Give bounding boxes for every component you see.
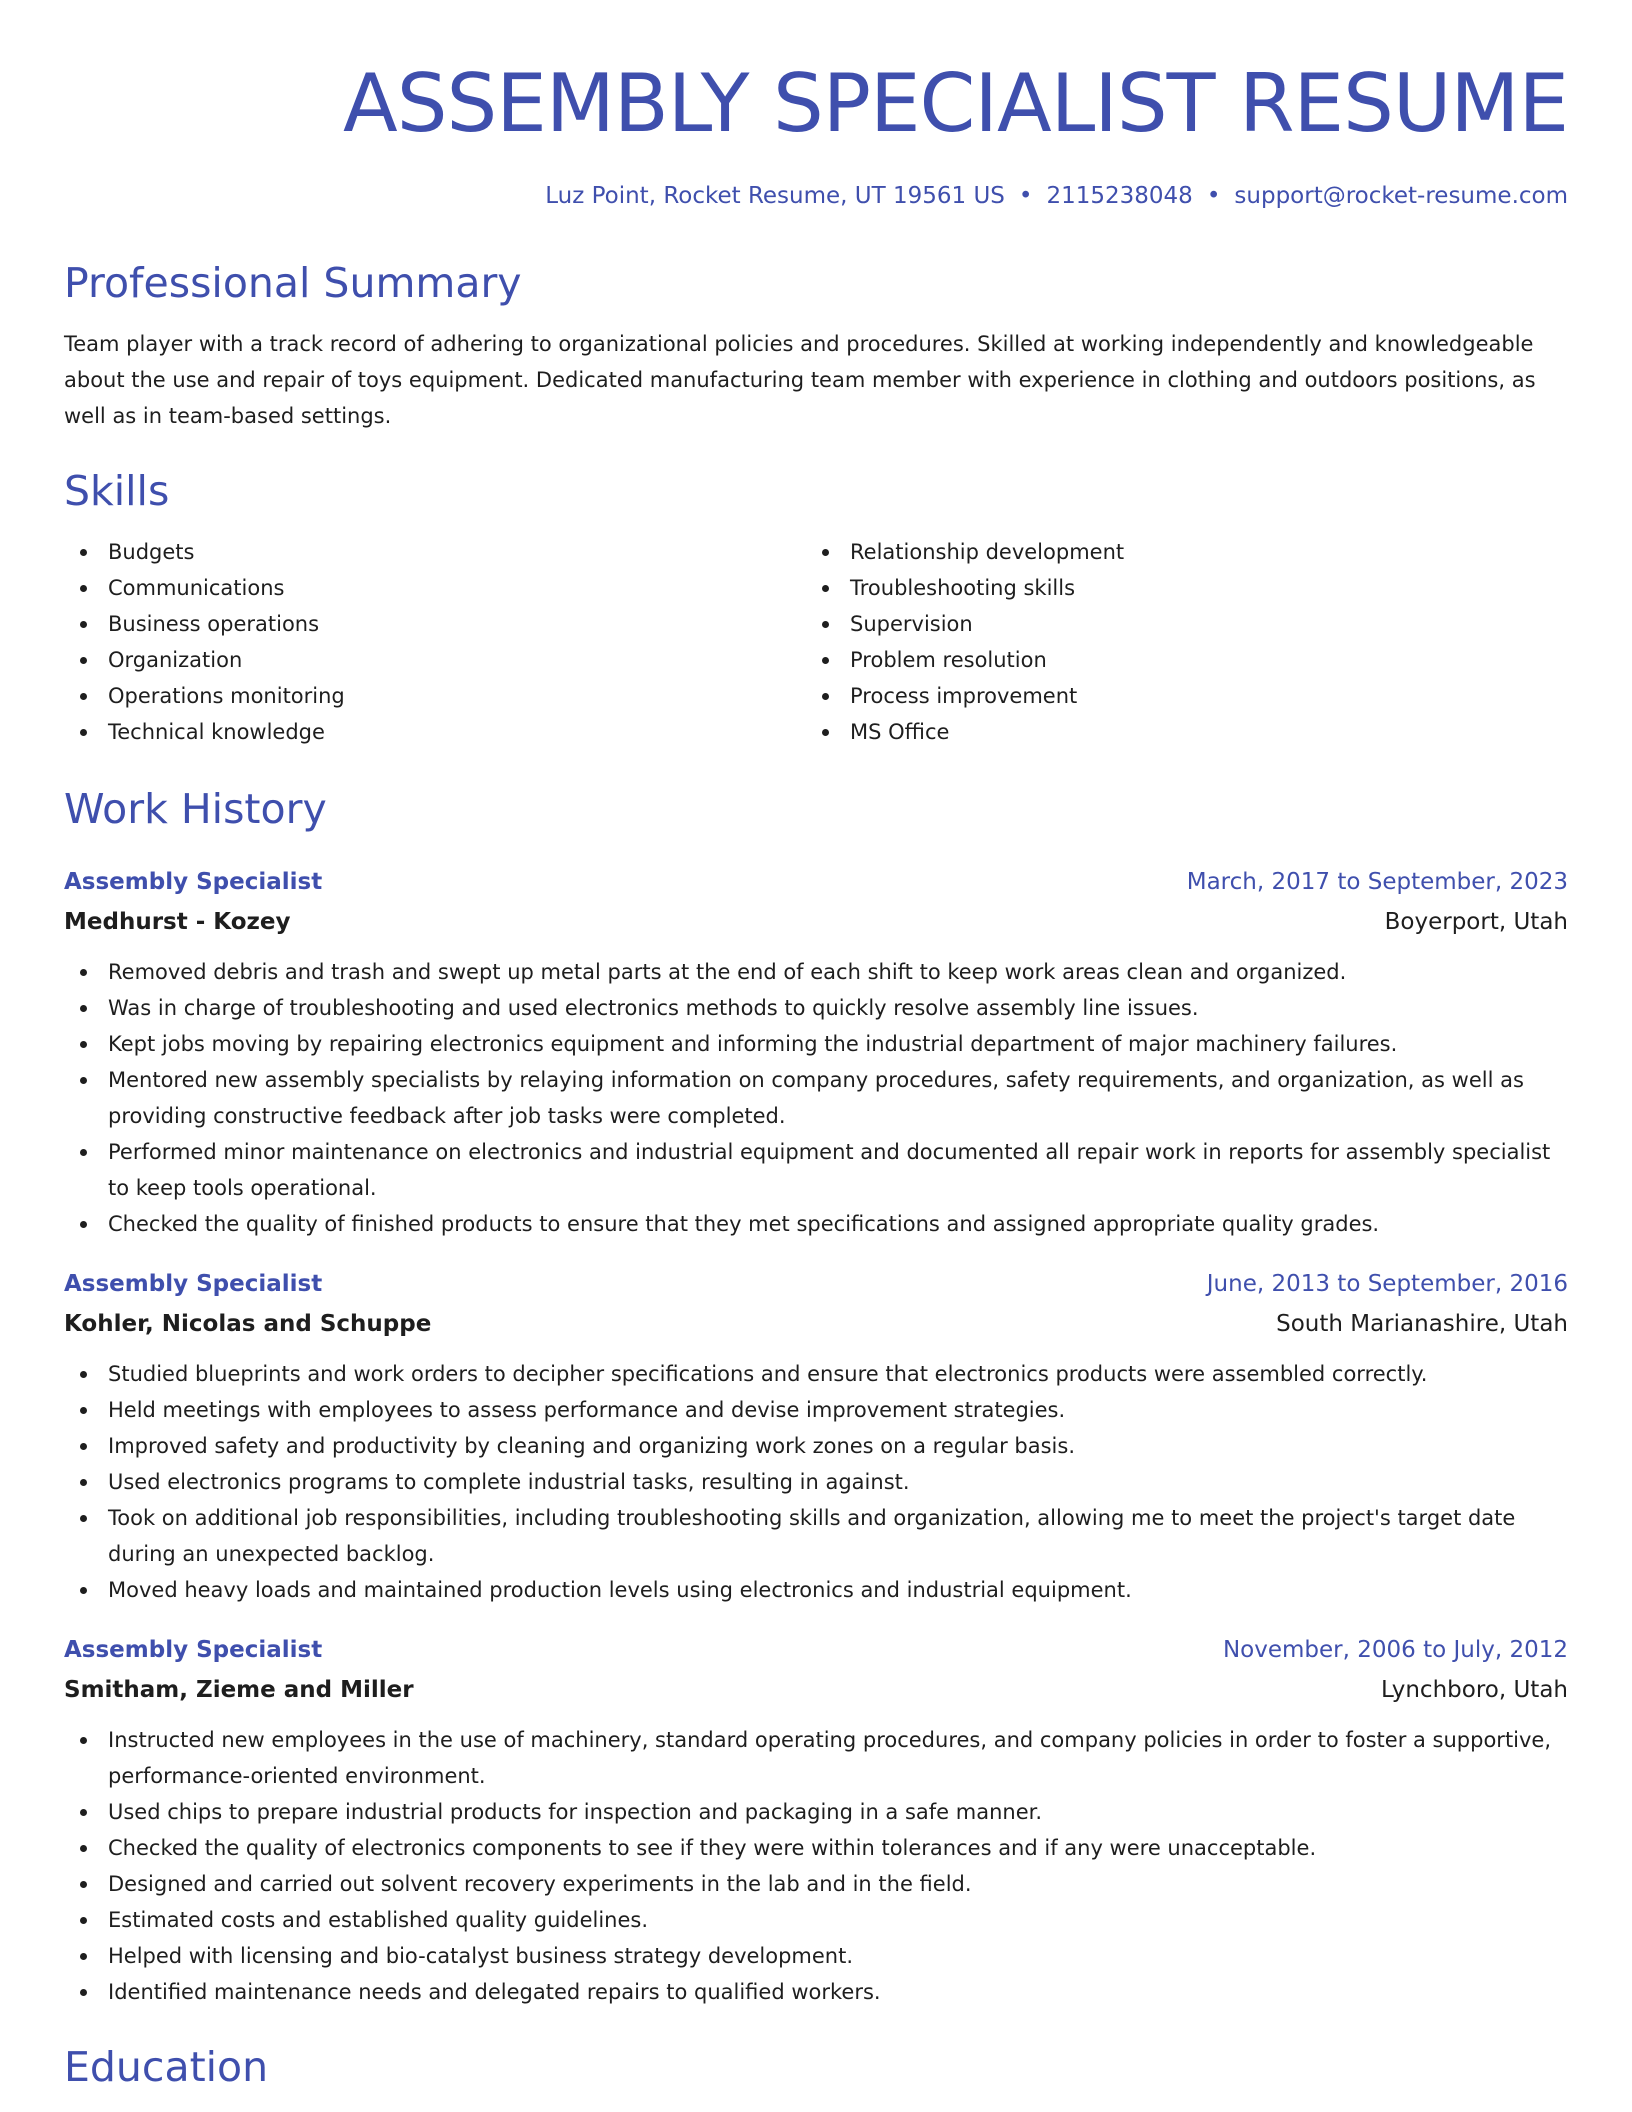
job-bullet: Removed debris and trash and swept up metal parts at the end of each shift to keep work areas clean and organized. [64, 954, 1568, 990]
job-subheader [64, 1668, 1568, 1708]
job-entry [64, 1632, 1568, 2010]
resume-page [64, 0, 1568, 2094]
job-bullet: Helped with licensing and bio-catalyst business strategy development. [64, 1938, 1568, 1974]
job-bullet: Held meetings with employees to assess performance and devise improvement strategies. [64, 1392, 1568, 1428]
job-bullet: Mentored new assembly specialists by relaying information on company procedures, safety requirements, and organization, as well as providing constructive feedback after job tasks were completed. [64, 1062, 1568, 1134]
job-company: Medhurst - Kozey [64, 909, 291, 935]
job-bullet: Estimated costs and established quality guidelines. [64, 1902, 1568, 1938]
job-dates: November, 2006 to July, 2012 [1222, 1637, 1568, 1663]
job-entry [64, 864, 1568, 1242]
job-location: Boyerport, Utah [1384, 909, 1568, 935]
job-dates: March, 2017 to September, 2023 [1186, 869, 1568, 895]
skill-item: Troubleshooting skills [806, 570, 1548, 606]
summary-text: Team player with a track record of adhering to organizational policies and procedures. Skilled at working independently and knowledgeable about the use and repair of toys equipment. Dedicated manufacturing team member with experience in clothing and outdoors positions, as well as in team-based settings. [64, 332, 1536, 428]
skills-list [64, 534, 1568, 750]
job-title: Assembly Specialist [64, 1637, 323, 1663]
work-history-heading: Work History [64, 785, 327, 833]
contact-email: support@rocket-resume.com [1234, 183, 1568, 209]
job-header [64, 864, 1568, 900]
skill-item: Organization [64, 642, 806, 678]
resume-title: ASSEMBLY SPECIALIST RESUME [342, 57, 1568, 150]
job-title: Assembly Specialist [64, 869, 323, 895]
contact-address: Luz Point, Rocket Resume, UT 19561 US [545, 183, 1005, 209]
skills-heading: Skills [64, 467, 170, 515]
skills-column-right [806, 534, 1548, 750]
skill-item: MS Office [806, 714, 1548, 750]
job-dates: June, 2013 to September, 2016 [1206, 1271, 1568, 1297]
contact-phone: 2115238048 [1046, 183, 1193, 209]
job-bullet: Identified maintenance needs and delegated repairs to qualified workers. [64, 1974, 1568, 2010]
job-bullets [64, 954, 1568, 1242]
skill-item: Problem resolution [806, 642, 1548, 678]
job-company: Kohler, Nicolas and Schuppe [64, 1311, 432, 1337]
job-bullet: Improved safety and productivity by cleaning and organizing work zones on a regular basis. [64, 1428, 1568, 1464]
job-bullet: Used electronics programs to complete industrial tasks, resulting in against. [64, 1464, 1568, 1500]
job-header [64, 1632, 1568, 1668]
skills-column-left [64, 534, 806, 750]
job-title: Assembly Specialist [64, 1271, 323, 1297]
job-bullets [64, 1722, 1568, 2010]
contact-separator: • [1018, 183, 1033, 209]
job-bullet: Was in charge of troubleshooting and used electronics methods to quickly resolve assembly line issues. [64, 990, 1568, 1026]
job-bullet: Checked the quality of electronics components to see if they were within tolerances and if any were unacceptable. [64, 1830, 1568, 1866]
contact-separator: • [1206, 183, 1221, 209]
job-location: South Marianashire, Utah [1276, 1311, 1568, 1337]
job-bullet: Used chips to prepare industrial products for inspection and packaging in a safe manner. [64, 1794, 1568, 1830]
skill-item: Operations monitoring [64, 678, 806, 714]
summary-heading: Professional Summary [64, 259, 522, 307]
job-location: Lynchboro, Utah [1381, 1677, 1568, 1703]
job-bullet: Designed and carried out solvent recovery experiments in the lab and in the field. [64, 1866, 1568, 1902]
job-bullet: Kept jobs moving by repairing electronics equipment and informing the industrial department of major machinery failures. [64, 1026, 1568, 1062]
skill-item: Relationship development [806, 534, 1548, 570]
skill-item: Technical knowledge [64, 714, 806, 750]
contact-info [64, 180, 1568, 212]
job-bullet: Took on additional job responsibilities, including troubleshooting skills and organization, allowing me to meet the project's target date during an unexpected backlog. [64, 1500, 1568, 1572]
skill-item: Process improvement [806, 678, 1548, 714]
job-entry [64, 1266, 1568, 1608]
job-bullet: Studied blueprints and work orders to decipher specifications and ensure that electronics products were assembled correctly. [64, 1356, 1568, 1392]
job-subheader [64, 1302, 1568, 1342]
skill-item: Business operations [64, 606, 806, 642]
job-bullet: Checked the quality of finished products to ensure that they met specifications and assigned appropriate quality grades. [64, 1206, 1568, 1242]
education-heading: Education [64, 2043, 269, 2091]
job-company: Smitham, Zieme and Miller [64, 1677, 414, 1703]
job-bullet: Performed minor maintenance on electronics and industrial equipment and documented all repair work in reports for assembly specialist to keep tools operational. [64, 1134, 1568, 1206]
skill-item: Supervision [806, 606, 1548, 642]
skill-item: Communications [64, 570, 806, 606]
skill-item: Budgets [64, 534, 806, 570]
job-header [64, 1266, 1568, 1302]
job-bullet: Moved heavy loads and maintained production levels using electronics and industrial equipment. [64, 1572, 1568, 1608]
job-subheader [64, 900, 1568, 940]
job-bullets [64, 1356, 1568, 1608]
job-bullet: Instructed new employees in the use of machinery, standard operating procedures, and company policies in order to foster a supportive, performance-oriented environment. [64, 1722, 1568, 1794]
